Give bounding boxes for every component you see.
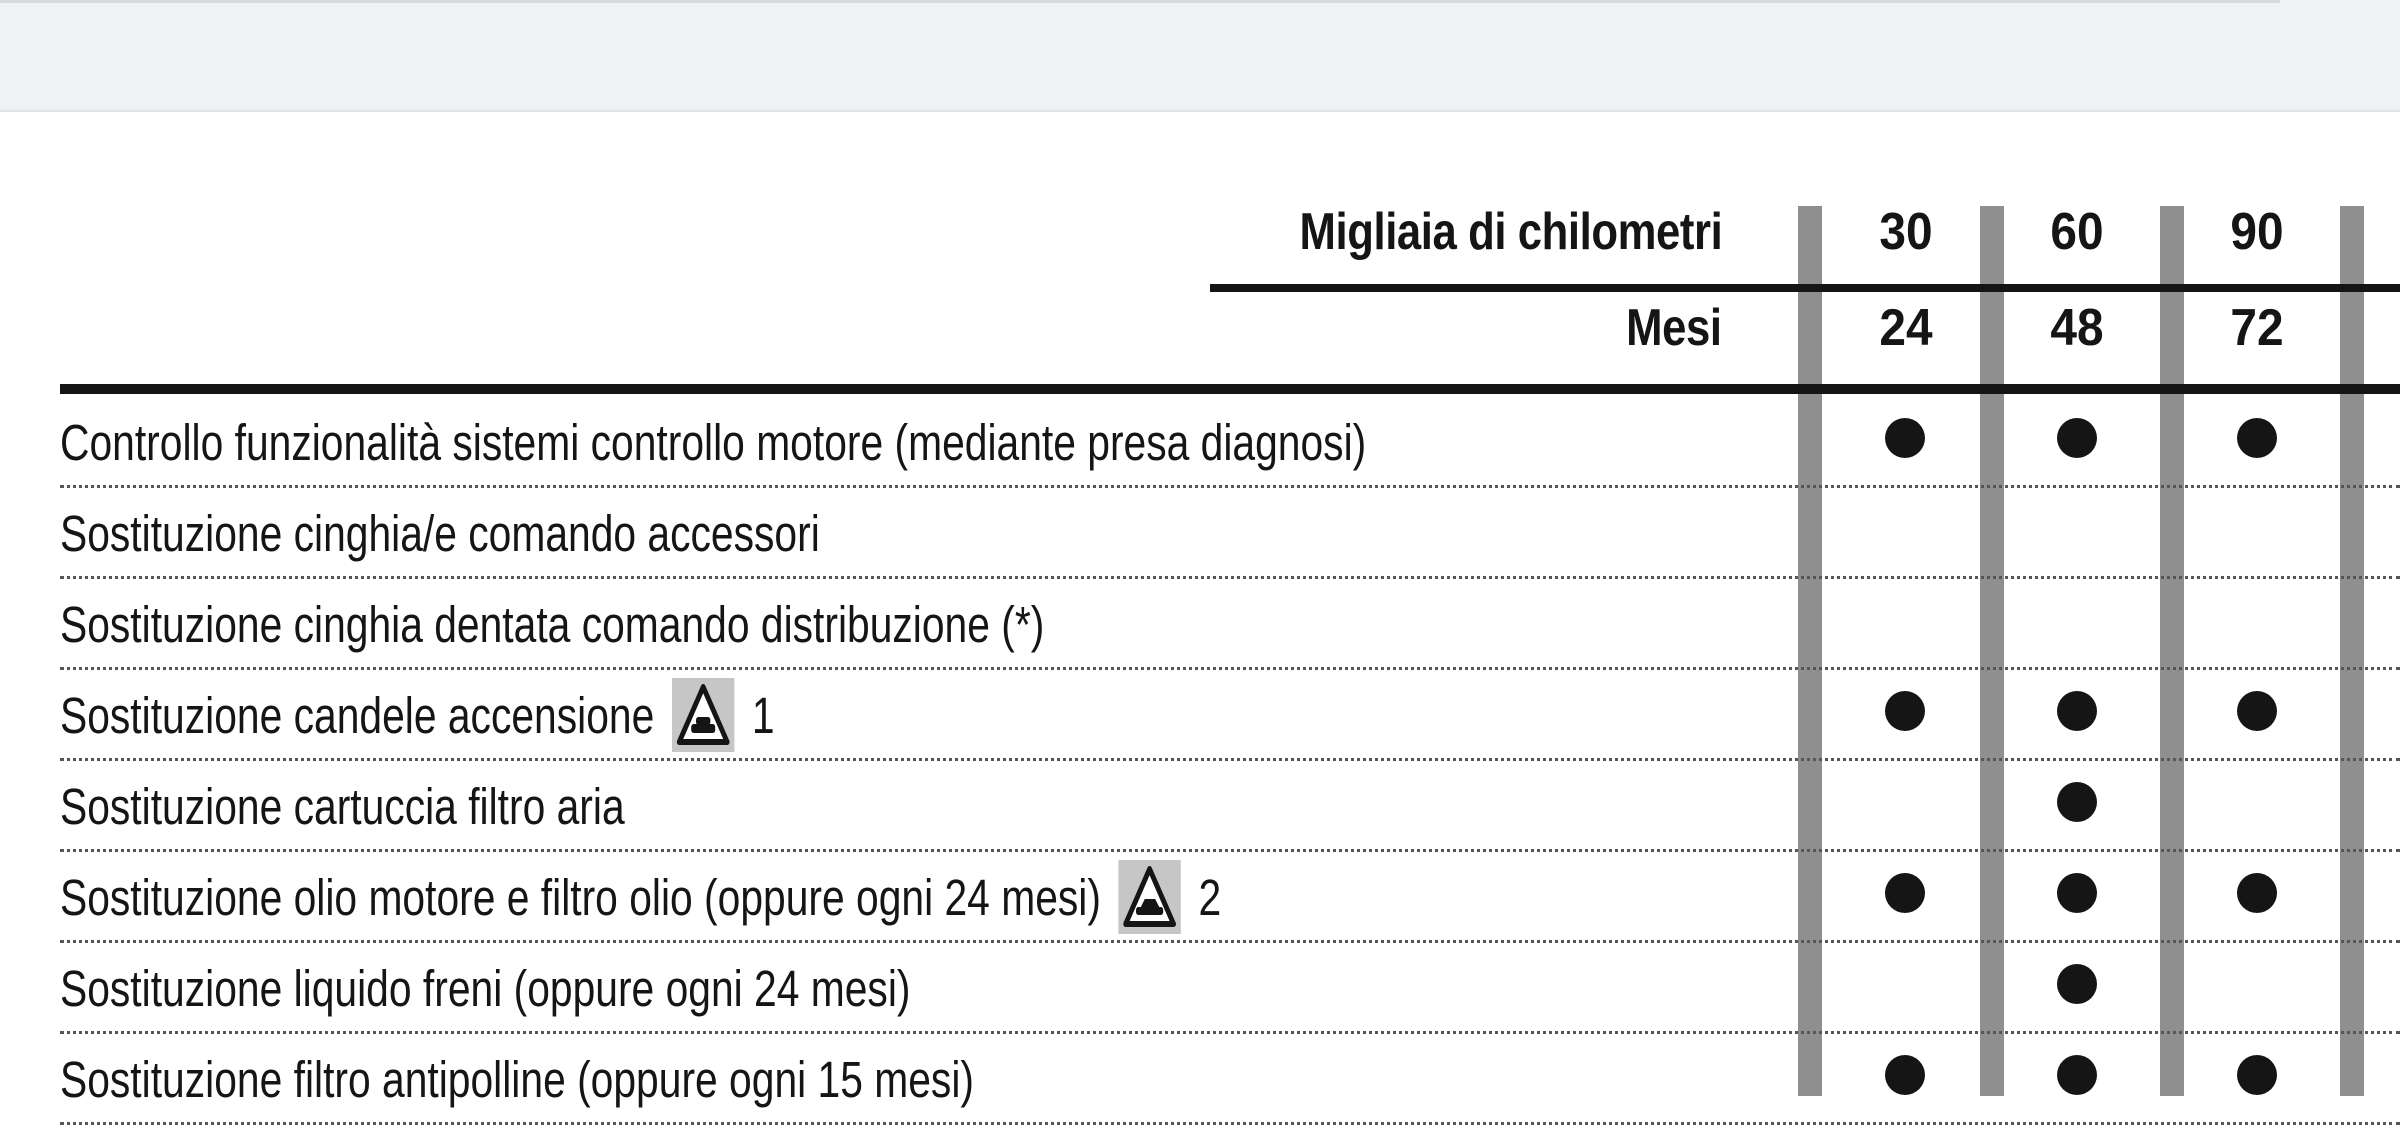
months-value: 24 <box>1879 299 1933 357</box>
interval-marker-dot <box>1885 418 1925 458</box>
interval-marker-dot <box>1885 873 1925 913</box>
row-label-group <box>60 685 775 745</box>
interval-marker-dot <box>2057 964 2097 1004</box>
top-band <box>0 0 2400 112</box>
table-row <box>60 1031 2400 1125</box>
table-row <box>60 849 2400 943</box>
row-label: Sostituzione filtro antipolline (oppure ogni 15 mesi) <box>60 1050 974 1108</box>
months-value: 72 <box>2230 299 2284 357</box>
note-reference: 1 <box>751 686 775 744</box>
months-value: 48 <box>2050 299 2104 357</box>
warning-triangle-icon <box>672 678 734 752</box>
row-label: Controllo funzionalità sistemi controllo motore (mediante presa diagnosi) <box>60 413 1367 471</box>
row-label: Sostituzione olio motore e filtro olio (oppure ogni 24 mesi) <box>60 868 1101 926</box>
header-divider-rule <box>1210 284 2400 292</box>
interval-marker-dot <box>2057 418 2097 458</box>
row-label: Sostituzione cinghia dentata comando distribuzione (*) <box>60 595 1045 653</box>
table-row <box>60 667 2400 761</box>
interval-marker-dot <box>1885 691 1925 731</box>
row-label: Sostituzione cinghia/e comando accessori <box>60 504 820 562</box>
note-reference: 2 <box>1198 868 1222 926</box>
row-label-group <box>60 867 1221 927</box>
table-row <box>60 576 2400 670</box>
km-header-label: Migliaia di chilometri <box>1299 203 1722 261</box>
interval-marker-dot <box>2237 418 2277 458</box>
table-row <box>60 485 2400 579</box>
interval-marker-dot <box>2237 691 2277 731</box>
km-value: 30 <box>1879 203 1933 261</box>
row-label: Sostituzione liquido freni (oppure ogni 24 mesi) <box>60 959 911 1017</box>
km-value: 90 <box>2230 203 2284 261</box>
warning-triangle-icon <box>1119 860 1181 934</box>
interval-marker-dot <box>2237 873 2277 913</box>
interval-marker-dot <box>2057 873 2097 913</box>
row-label: Sostituzione candele accensione <box>60 686 655 744</box>
row-label: Sostituzione cartuccia filtro aria <box>60 777 625 835</box>
km-value: 60 <box>2050 203 2104 261</box>
header-bottom-rule <box>60 384 2400 394</box>
table-row <box>60 394 2400 488</box>
interval-marker-dot <box>2237 1055 2277 1095</box>
interval-marker-dot <box>2057 691 2097 731</box>
table-row <box>60 758 2400 852</box>
maintenance-schedule-table <box>0 110 2400 1108</box>
interval-marker-dot <box>2057 1055 2097 1095</box>
interval-marker-dot <box>2057 782 2097 822</box>
interval-marker-dot <box>1885 1055 1925 1095</box>
top-band-shadow-line <box>0 0 2280 3</box>
months-header-label: Mesi <box>1626 299 1722 357</box>
table-row <box>60 940 2400 1034</box>
